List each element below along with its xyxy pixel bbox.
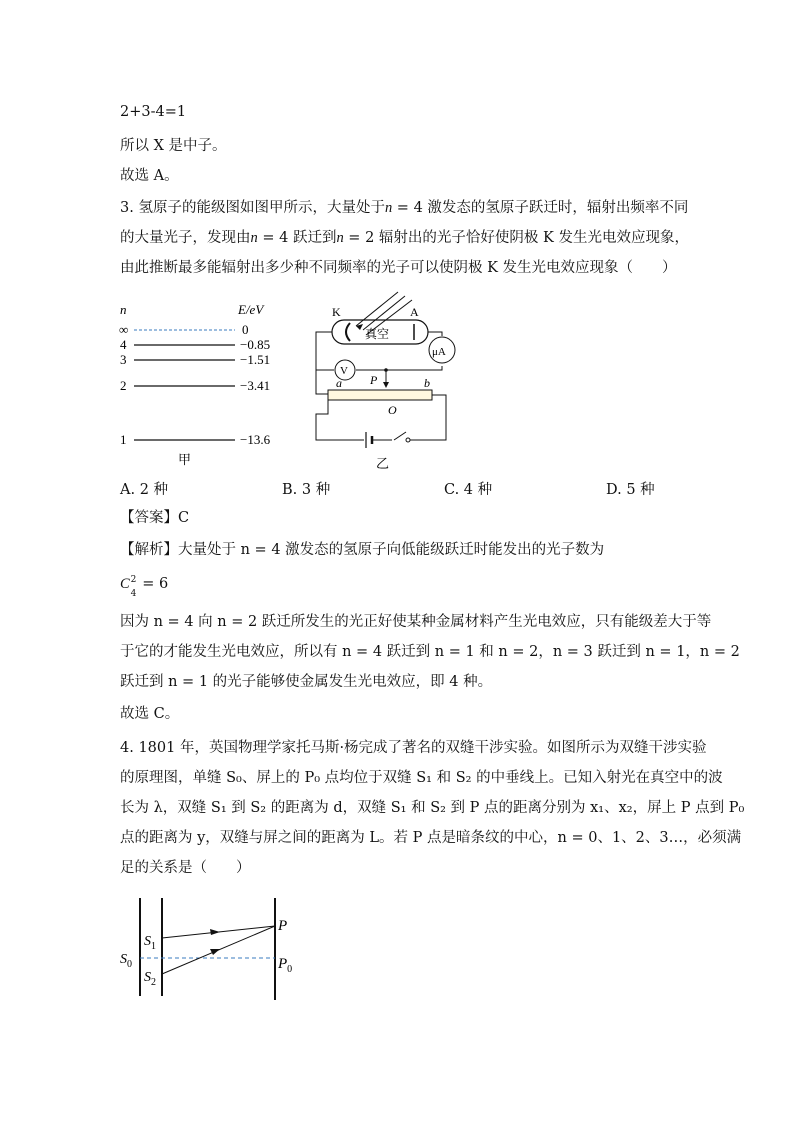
- junction-dot: [384, 368, 388, 372]
- fig-jia-caption: 甲: [178, 452, 192, 467]
- q4-line2: 的原理图，单缝 S₀、屏上的 P₀ 点均位于双缝 S₁ 和 S₂ 的中垂线上。已知入射光在真空中的波: [120, 770, 723, 786]
- rheostat-label-a: a: [336, 376, 342, 390]
- comb-eq: = 6: [137, 576, 169, 592]
- level-3-e: −1.51: [240, 352, 271, 367]
- double-slit-diagram: [112, 892, 312, 1004]
- q3-stem-line1: [120, 198, 688, 218]
- level-3-n: 3: [120, 352, 127, 367]
- ray-s2-arrow: [210, 949, 220, 955]
- q3-stem-line3: 由此推断最多能辐射出多少种不同频率的光子可以使阴极 K 发生光电效应现象（ ）: [120, 260, 677, 276]
- wire-mid: [316, 370, 328, 394]
- q3-stem-l2b: = 4 跃迁到: [257, 230, 337, 246]
- q3-analysis-line2: 因为 n = 4 向 n = 2 跃迁所发生的光正好使某种金属材料产生光电效应，只有能级差大于等: [120, 614, 712, 630]
- wire-right-top: [428, 332, 442, 336]
- analysis-l1: 大量处于 n = 4 激发态的氢原子向低能级跃迁时能发出的光子数为: [178, 542, 605, 558]
- q3-option-d: D. 5 种: [606, 482, 655, 498]
- level-2-n: 2: [120, 378, 127, 393]
- q4-line3: 长为 λ，双缝 S₁ 到 S₂ 的距离为 d，双缝 S₁ 和 S₂ 到 P 点的距离分别为 x₁、x₂，屏上 P 点到 P₀: [120, 800, 745, 816]
- photoelectric-circuit-diagram: [310, 290, 460, 475]
- level-1-e: −13.6: [240, 432, 271, 447]
- switch-contact: [406, 438, 410, 442]
- anode-label: A: [410, 305, 419, 319]
- ray-s1-arrow: [210, 929, 220, 935]
- q3-number: 3.: [120, 200, 134, 216]
- wire-bottom-left: [316, 400, 364, 440]
- q4-line1: 4. 1801 年，英国物理学家托马斯·杨完成了著名的双缝干涉实验。如图所示为双缝干涉实验: [120, 740, 707, 756]
- slider-label-p: P: [370, 373, 378, 387]
- level-1-n: 1: [120, 432, 127, 447]
- prev-choice: 故选 A。: [120, 168, 179, 184]
- cathode-k: [346, 323, 350, 341]
- comb-sub: 4: [130, 589, 137, 599]
- wire-right-down: [356, 366, 442, 370]
- q3-analysis-line1: [120, 540, 604, 560]
- q3-analysis-line3: 于它的才能发生光电效应，所以有 n = 4 跃迁到 n = 1 和 n = 2，n = 3 跃迁到 n = 1，n = 2: [120, 644, 740, 660]
- q3-stem-line2: [120, 228, 689, 248]
- comb-c: C: [120, 576, 130, 592]
- light-ray-1: [356, 292, 398, 326]
- wire-left-top: [316, 332, 334, 370]
- label-p0: $P_0$: [278, 956, 293, 975]
- switch-lever: [394, 432, 406, 440]
- q3-option-b: B. 3 种: [282, 482, 331, 498]
- label-s1: $S_1$: [144, 934, 156, 952]
- q3-stem-l1b: = 4 激发态的氢原子跃迁时，辐射出频率不同: [392, 200, 689, 216]
- q3-option-a: A. 2 种: [120, 482, 169, 498]
- n-axis-label: n: [120, 302, 127, 317]
- q3-stem-l2a: 的大量光子，发现由: [120, 230, 251, 246]
- q3-analysis-line4: 跃迁到 n = 1 的光子能够使金属发生光电效应，即 4 种。: [120, 674, 493, 690]
- label-p: P: [278, 918, 288, 934]
- e-axis-label: E/eV: [238, 302, 264, 317]
- light-ray-2: [363, 296, 405, 330]
- fig-yi-caption: 乙: [376, 456, 390, 471]
- q3-n-var3: n: [336, 230, 344, 246]
- q3-stem-l1a: 氢原子的能级图如图甲所示，大量处于: [138, 200, 385, 216]
- cathode-label: K: [332, 305, 341, 319]
- q4-line5: 足的关系是（ ）: [120, 860, 251, 876]
- comb-sup: 2: [130, 575, 137, 585]
- label-s0: $S_0$: [120, 952, 132, 970]
- level-2-e: −3.41: [240, 378, 271, 393]
- wire-bottom-right: [410, 395, 446, 440]
- rheostat: [328, 390, 432, 400]
- q3-answer: 【答案】C: [120, 510, 190, 526]
- q3-n-var: n: [384, 200, 393, 216]
- rheostat-label-b: b: [424, 376, 430, 390]
- q3-stem-l2c: = 2 辐射出的光子恰好使阴极 K 发生光电效应现象，: [343, 230, 689, 246]
- slider-arrow-p: [383, 382, 389, 388]
- q4-line4: 点的距离为 y，双缝与屏之间的距离为 L。若 P 点是暗条纹的中心，n = 0、1、2、3…，必须满: [120, 830, 742, 846]
- label-s2: $S_2$: [144, 970, 156, 988]
- microammeter-label: μA: [432, 346, 446, 358]
- q3-choice: 故选 C。: [120, 706, 180, 722]
- level-4-e: −0.85: [240, 337, 271, 352]
- combination-formula: [120, 574, 169, 599]
- vacuum-label: 真空: [365, 327, 390, 341]
- q3-n-var2: n: [250, 230, 258, 246]
- level-4-n: 4: [120, 337, 127, 352]
- level-inf-n: ∞: [119, 322, 129, 337]
- energy-level-diagram: [110, 300, 300, 475]
- rheostat-label-o: O: [388, 403, 397, 417]
- level-inf-e: 0: [242, 322, 249, 337]
- voltmeter-label: V: [340, 365, 348, 377]
- prev-equation: 2+3-4=1: [120, 104, 187, 120]
- q3-option-c: C. 4 种: [444, 482, 493, 498]
- analysis-head: 【解析】: [120, 542, 178, 558]
- prev-conclusion: 所以 X 是中子。: [120, 138, 227, 154]
